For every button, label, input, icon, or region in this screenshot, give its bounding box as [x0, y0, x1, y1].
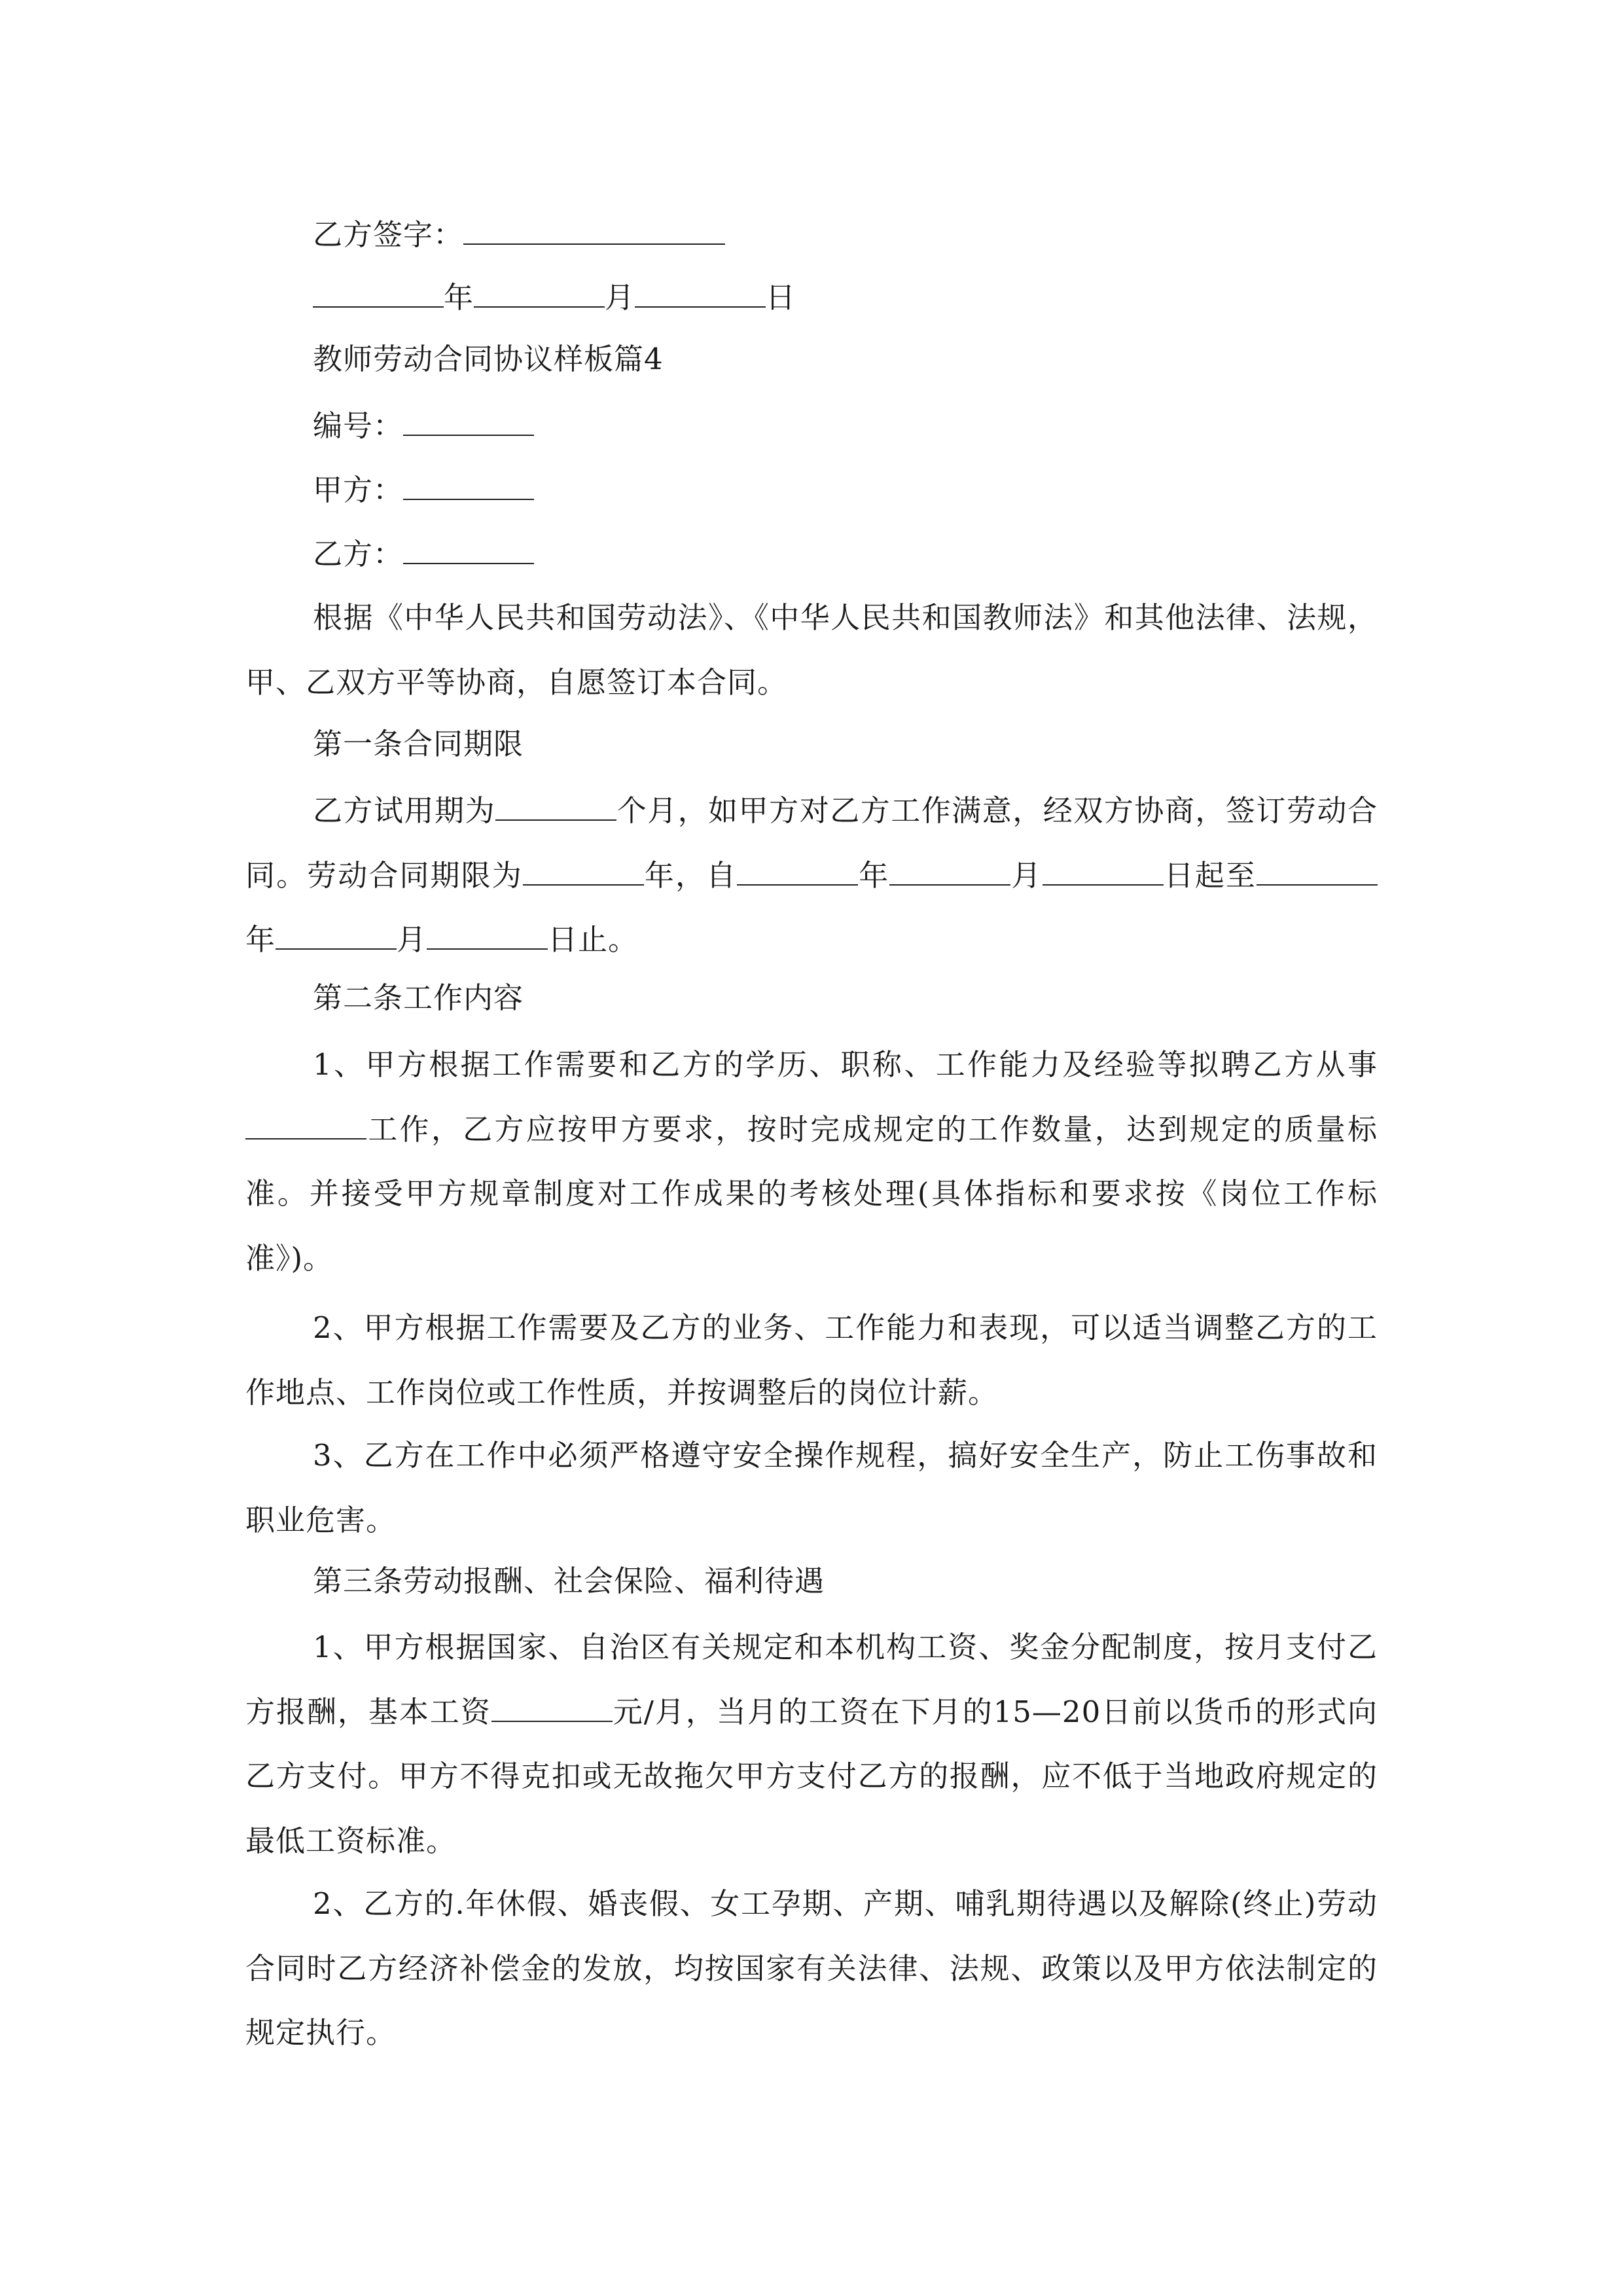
- section-heading: 教师劳动合同协议样板篇4: [313, 342, 664, 376]
- salary-blank[interactable]: [491, 1688, 613, 1722]
- date-line: [313, 274, 796, 319]
- article3-p2: 2、乙方的.年休假、婚丧假、女工孕期、产期、哺乳期待遇以及解除(终止)劳动合同时乙方经济补偿金的发放，均按国家有关法律、法规、政策以及甲方依法制定的规定执行。: [245, 1886, 1378, 2050]
- article1-title: 第一条合同期限: [313, 726, 524, 761]
- start-year-blank[interactable]: [737, 852, 858, 886]
- article2-p3: 3、乙方在工作中必须严格遵守安全操作规程，搞好安全生产，防止工伤事故和职业危害。: [245, 1438, 1378, 1537]
- text: 年，自: [643, 857, 738, 893]
- article2-title: 第二条工作内容: [313, 980, 524, 1015]
- field-party-b: [313, 530, 534, 576]
- month-blank[interactable]: [474, 274, 605, 308]
- day-label: 日: [766, 280, 796, 315]
- day-blank[interactable]: [635, 274, 766, 308]
- end-month-blank[interactable]: [276, 916, 397, 950]
- article2-p1: [245, 1033, 1378, 1291]
- term-blank[interactable]: [523, 852, 644, 886]
- probation-blank[interactable]: [495, 787, 616, 821]
- text: 日起至: [1163, 857, 1257, 893]
- month-label: 月: [605, 280, 635, 315]
- article2-p2: 2、甲方根据工作需要及乙方的业务、工作能力和表现，可以适当调整乙方的工作地点、工作岗位或工作性质，并按调整后的岗位计薪。: [245, 1310, 1378, 1410]
- start-day-blank[interactable]: [1043, 852, 1164, 886]
- year-blank[interactable]: [313, 274, 444, 308]
- field-party-a: [313, 466, 534, 512]
- end-year-blank[interactable]: [1257, 852, 1378, 886]
- year-label: 年: [444, 280, 474, 315]
- text: 个月，如甲方对乙方工作满意，经双方协商，签订劳动合同。劳动合同期限为: [245, 793, 1378, 893]
- text: 元/月，当月的工资在下月的15—20日前以货币的形式向乙方支付。甲方不得克扣或无故拖欠甲方支付乙方的报酬，应不低于当地政府规定的最低工资标准。: [245, 1694, 1378, 1858]
- job-blank[interactable]: [245, 1105, 366, 1139]
- text: 年: [245, 922, 276, 957]
- end-day-blank[interactable]: [427, 916, 548, 950]
- field-label: 乙方：: [313, 537, 404, 571]
- field-blank[interactable]: [403, 466, 534, 500]
- field-label: 甲方：: [313, 473, 404, 507]
- text: 日止。: [548, 922, 639, 957]
- article3-p1: [245, 1615, 1378, 1873]
- field-number: [313, 402, 534, 448]
- signature-label: 乙方签字：: [313, 217, 464, 252]
- text: 工作，乙方应按甲方要求，按时完成规定的工作数量，达到规定的质量标准。并接受甲方规章制度对工作成果的考核处理(具体指标和要求按《岗位工作标准》)。: [245, 1111, 1378, 1276]
- text: 1、甲方根据国家、自治区有关规定和本机构工资、奖金分配制度，按月支付乙方报酬，基本工资: [245, 1630, 1378, 1729]
- text: 1、甲方根据工作需要和乙方的学历、职称、工作能力及经验等拟聘乙方从事: [313, 1047, 1378, 1082]
- field-blank[interactable]: [403, 530, 534, 564]
- text: 年: [858, 857, 890, 893]
- article1-body: [245, 779, 1378, 973]
- signature-line: [313, 211, 725, 257]
- article3-title: 第三条劳动报酬、社会保险、福利待遇: [313, 1564, 825, 1598]
- text: 月: [397, 922, 427, 957]
- signature-blank[interactable]: [463, 211, 725, 245]
- start-month-blank[interactable]: [889, 852, 1010, 886]
- field-label: 编号：: [313, 408, 404, 443]
- intro-paragraph: 根据《中华人民共和国劳动法》、《中华人民共和国教师法》和其他法律、法规，甲、乙双方平等协商，自愿签订本合同。: [245, 600, 1378, 700]
- text: 乙方试用期为: [313, 793, 496, 828]
- field-blank[interactable]: [403, 402, 534, 436]
- text: 月: [1010, 857, 1043, 893]
